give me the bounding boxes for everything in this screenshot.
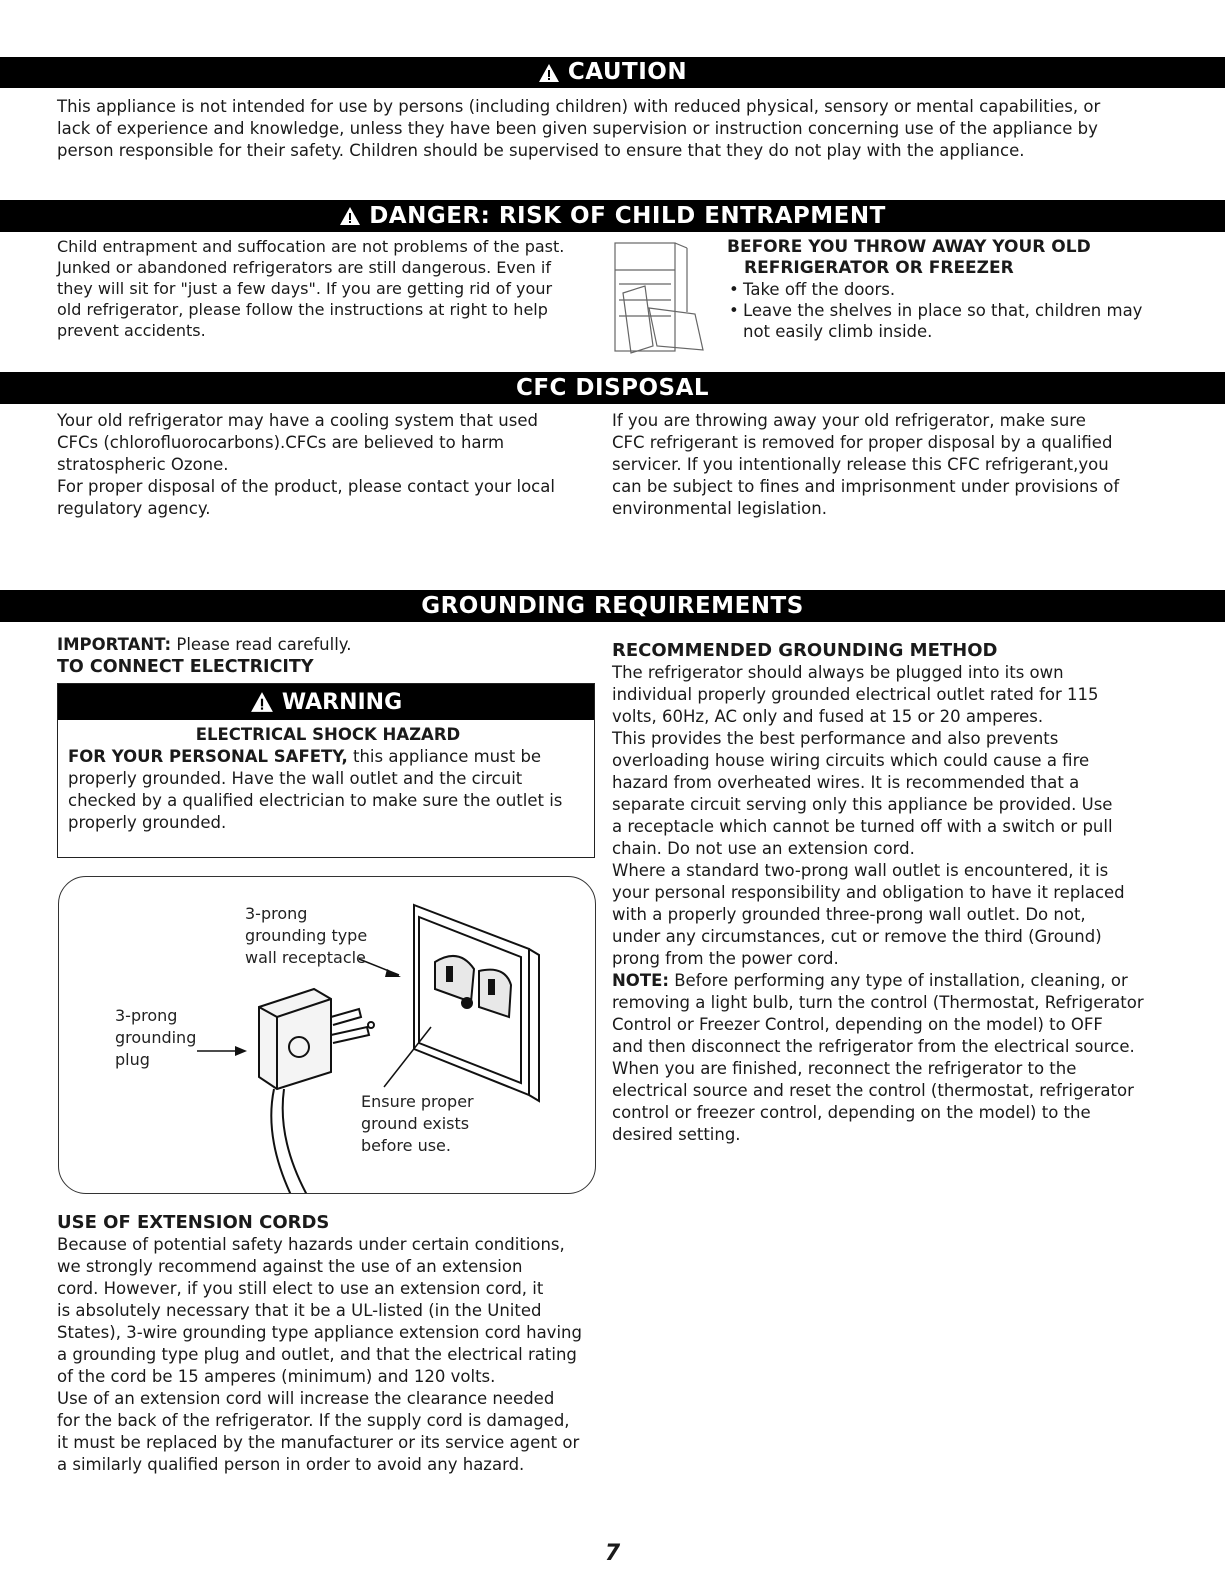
extension-line: we strongly recommend against the use of an extension (57, 1257, 523, 1276)
receptacle-label-line: wall receptacle (245, 948, 366, 967)
danger-banner (0, 200, 1225, 232)
recommended-line: Where a standard two-prong wall outlet is encountered, it is (612, 861, 1109, 880)
cfc-line: Your old refrigerator may have a cooling system that used (57, 411, 538, 430)
warning-triangle-icon (538, 63, 560, 83)
recommended-line: volts, 60Hz, AC only and fused at 15 or 20 amperes. (612, 707, 1044, 726)
danger-title: DANGER: RISK OF CHILD ENTRAPMENT (369, 203, 886, 229)
caution-line: lack of experience and knowledge, unless they have been given supervision or instruction concerning use of the appliance by (57, 119, 1098, 138)
grounding-figure (58, 876, 596, 1194)
note-line: and then disconnect the refrigerator from the electrical source. (612, 1037, 1135, 1056)
cfc-banner (0, 372, 1225, 404)
extension-line: a grounding type plug and outlet, and that the electrical rating (57, 1345, 577, 1364)
safety-line: properly grounded. (68, 813, 227, 832)
note-line: When you are finished, reconnect the refrigerator to the (612, 1059, 1077, 1078)
extension-line: Use of an extension cord will increase the clearance needed (57, 1389, 555, 1408)
extension-line: cord. However, if you still elect to use an extension cord, it (57, 1279, 544, 1298)
recommended-line: a receptacle which cannot be turned off with a switch or pull (612, 817, 1113, 836)
cfc-line: CFC refrigerant is removed for proper disposal by a qualified (612, 433, 1113, 452)
recommended-line: individual properly grounded electrical outlet rated for 115 (612, 685, 1099, 704)
important-text: Please read carefully. (171, 635, 352, 654)
caution-text (57, 96, 1177, 162)
grounding-intro (57, 634, 597, 678)
ensure-label-line: ground exists (361, 1114, 470, 1133)
danger-line: Child entrapment and suffocation are not problems of the past. (57, 237, 565, 256)
cfc-line: environmental legislation. (612, 499, 827, 518)
cfc-right-text (612, 410, 1182, 520)
note-line: electrical source and reset the control (thermostat, refrigerator (612, 1081, 1134, 1100)
plug-label-line: 3-prong (115, 1006, 178, 1025)
receptacle-label-line: 3-prong (245, 904, 308, 923)
extension-line: it must be replaced by the manufacturer or its service agent or (57, 1433, 580, 1452)
danger-bullet: • Take off the doors. (727, 279, 1197, 300)
page-number: 7 (604, 1541, 621, 1566)
grounding-title: GROUNDING REQUIREMENTS (421, 593, 804, 619)
safety-label: FOR YOUR PERSONAL SAFETY, (68, 747, 348, 766)
danger-line: old refrigerator, please follow the instructions at right to help (57, 300, 548, 319)
warning-bar (58, 684, 594, 720)
recommended-line: under any circumstances, cut or remove the third (Ground) (612, 927, 1102, 946)
recommended-line: The refrigerator should always be plugged into its own (612, 663, 1064, 682)
danger-bullet: • Leave the shelves in place so that, children may (727, 300, 1197, 321)
cfc-line: servicer. If you intentionally release this CFC refrigerant,you (612, 455, 1109, 474)
extension-line: a similarly qualified person in order to avoid any hazard. (57, 1455, 525, 1474)
important-label: IMPORTANT: (57, 635, 172, 654)
extension-section (57, 1212, 607, 1476)
caution-line: This appliance is not intended for use by persons (including children) with reduced physical, sensory or mental capabilities, or (57, 97, 1101, 116)
recommended-line: your personal responsibility and obligation to have it replaced (612, 883, 1125, 902)
danger-right-heading: REFRIGERATOR OR FREEZER (744, 258, 1014, 278)
caution-title: CAUTION (567, 59, 688, 85)
danger-right-text (727, 237, 1197, 342)
cfc-line: stratospheric Ozone. (57, 455, 229, 474)
recommended-line: hazard from overheated wires. It is recommended that a (612, 773, 1080, 792)
caution-banner (0, 57, 1225, 88)
plug-label-line: plug (115, 1050, 150, 1069)
danger-line: they will sit for "just a few days". If you are getting rid of your (57, 279, 553, 298)
danger-left-text (57, 236, 617, 341)
danger-bullet-cont: not easily climb inside. (743, 322, 933, 341)
refrigerator-illustration (605, 238, 715, 358)
extension-line: for the back of the refrigerator. If the supply cord is damaged, (57, 1411, 570, 1430)
safety-line (68, 746, 588, 768)
receptacle-label (245, 903, 367, 969)
recommended-line: overloading house wiring circuits which could cause a fire (612, 751, 1090, 770)
cfc-left-text (57, 410, 602, 520)
important-line (57, 634, 597, 656)
recommended-heading: RECOMMENDED GROUNDING METHOD (612, 640, 998, 661)
warning-text (68, 724, 588, 834)
extension-heading: USE OF EXTENSION CORDS (57, 1212, 330, 1233)
cfc-line: CFCs (chlorofluorocarbons).CFCs are believed to harm (57, 433, 505, 452)
recommended-line: chain. Do not use an extension cord. (612, 839, 915, 858)
note-line: removing a light bulb, turn the control (Thermostat, Refrigerator (612, 993, 1144, 1012)
extension-line: of the cord be 15 amperes (minimum) and 120 volts. (57, 1367, 496, 1386)
safety-rest: this appliance must be (347, 747, 542, 766)
note-line (612, 970, 1197, 992)
warning-triangle-icon (250, 691, 274, 713)
recommended-line: This provides the best performance and also prevents (612, 729, 1059, 748)
warning-title: WARNING (281, 689, 403, 715)
warning-triangle-icon (339, 206, 361, 226)
extension-line: States), 3-wire grounding type appliance extension cord having (57, 1323, 582, 1342)
connect-heading: TO CONNECT ELECTRICITY (57, 657, 314, 677)
plug-label (115, 1005, 196, 1071)
danger-right-heading: BEFORE YOU THROW AWAY YOUR OLD (727, 237, 1091, 257)
ensure-label-line: before use. (361, 1136, 451, 1155)
shock-heading: ELECTRICAL SHOCK HAZARD (195, 725, 461, 744)
recommended-line: prong from the power cord. (612, 949, 839, 968)
cfc-line: If you are throwing away your old refrigerator, make sure (612, 411, 1086, 430)
cfc-title: CFC DISPOSAL (515, 375, 710, 401)
note-line: Control or Freezer Control, depending on the model) to OFF (612, 1015, 1103, 1034)
note-label: NOTE: (612, 971, 669, 990)
safety-line: properly grounded. Have the wall outlet and the circuit (68, 769, 523, 788)
plug-label-line: grounding (115, 1028, 197, 1047)
receptacle-label-line: grounding type (245, 926, 368, 945)
recommended-section (612, 640, 1197, 1146)
cfc-line: can be subject to fines and imprisonment under provisions of (612, 477, 1120, 496)
ensure-label (361, 1091, 474, 1157)
caution-line: person responsible for their safety. Children should be supervised to ensure that they do not play with the appliance. (57, 141, 1025, 160)
danger-line: prevent accidents. (57, 321, 206, 340)
recommended-line: separate circuit serving only this appliance be provided. Use (612, 795, 1113, 814)
recommended-line: with a properly grounded three-prong wall outlet. Do not, (612, 905, 1086, 924)
safety-line: checked by a qualified electrician to make sure the outlet is (68, 791, 563, 810)
note-line: desired setting. (612, 1125, 741, 1144)
cfc-line: regulatory agency. (57, 499, 211, 518)
ensure-label-line: Ensure proper (361, 1092, 474, 1111)
note-rest: Before performing any type of installation, cleaning, or (668, 971, 1128, 990)
extension-line: is absolutely necessary that it be a UL-listed (in the United (57, 1301, 542, 1320)
cfc-line: For proper disposal of the product, please contact your local (57, 477, 555, 496)
warning-box (57, 683, 595, 858)
note-line: control or freezer control, depending on the model) to the (612, 1103, 1091, 1122)
extension-line: Because of potential safety hazards under certain conditions, (57, 1235, 565, 1254)
danger-line: Junked or abandoned refrigerators are still dangerous. Even if (57, 258, 551, 277)
grounding-banner (0, 590, 1225, 622)
